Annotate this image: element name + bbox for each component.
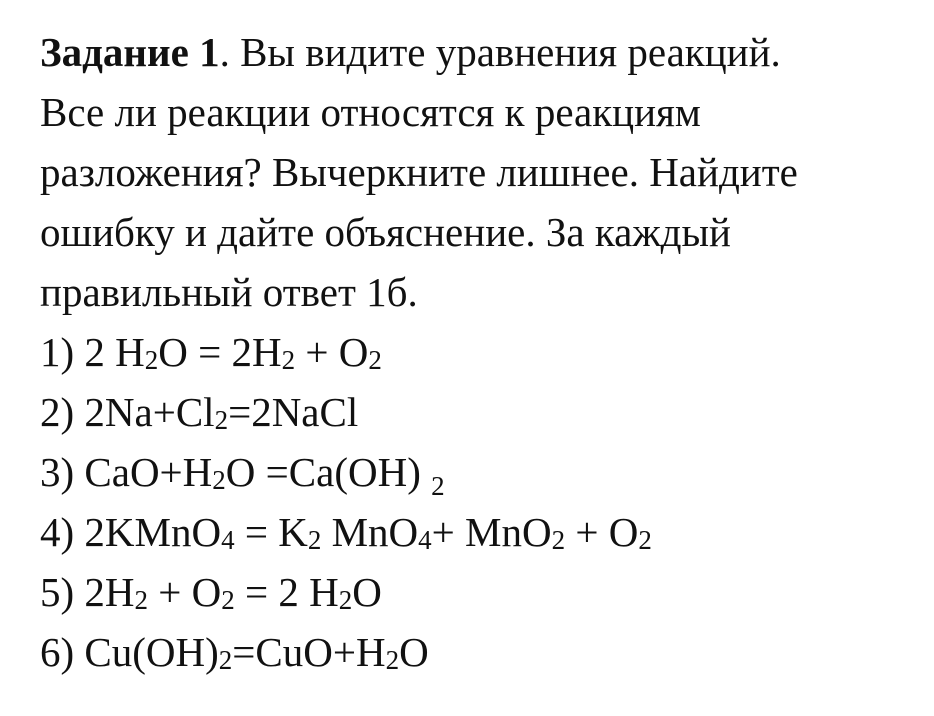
reaction-6-text: 6) Cu(OH) [40,629,219,675]
task-text-line-2: Все ли реакции относятся к реакциям [40,89,701,135]
reaction-5 [40,562,934,622]
task-text-line-3: разложения? Вычеркните лишнее. Найдите [40,149,798,195]
reaction-4-text: 4) 2KMnO [40,509,222,555]
reaction-4-sub: 4 [221,525,235,555]
reaction-2-sub: 2 [214,405,229,435]
reaction-3-text: O =Ca(OH) [225,449,432,495]
reaction-4-sub: 2 [638,525,652,555]
reaction-1 [40,322,934,382]
reaction-6 [40,622,934,682]
reaction-5-text: + O [148,569,222,615]
reaction-2-text: 2) 2Na+Cl [40,389,215,435]
reaction-4-text: + MnO [431,509,552,555]
reaction-2-text: =2NaCl [228,389,359,435]
reaction-3-sub: 2 [431,471,445,501]
task-heading-line [40,22,934,82]
reaction-1-sub: 2 [368,345,382,375]
reaction-4-sub: 4 [418,525,432,555]
task-text-line-1: Вы видите уравнения реакций. [240,29,781,75]
reaction-1-text: 1) 2 H [40,329,145,375]
reaction-1-text: O = 2H [158,329,282,375]
reaction-1-sub: 2 [281,345,296,375]
reaction-3-sub: 2 [212,465,226,495]
reaction-3-text: 3) CaO+H [40,449,213,495]
reaction-4-text: = K [234,509,308,555]
reaction-5-text: O [352,569,382,615]
task-title-tail: . [219,29,241,75]
reaction-4-sub: 2 [307,525,322,555]
reaction-6-sub: 2 [385,645,400,675]
task-document [40,22,934,682]
task-text-line-5: правильный ответ 1б. [40,269,418,315]
reaction-5-text: 5) 2H [40,569,135,615]
reaction-5-text: = 2 H [234,569,339,615]
reaction-4 [40,502,934,562]
reaction-5-sub: 2 [134,585,149,615]
reaction-2 [40,382,934,442]
reaction-1-text: + O [295,329,369,375]
task-title: Задание 1 [40,29,220,75]
reaction-5-sub: 2 [221,585,235,615]
reaction-4-text: + O [565,509,639,555]
reaction-1-sub: 2 [144,345,159,375]
reaction-6-sub: 2 [218,645,233,675]
reaction-6-text: =CuO+H [232,629,386,675]
reaction-5-sub: 2 [338,585,353,615]
reaction-6-text: O [399,629,429,675]
reaction-4-sub: 2 [551,525,566,555]
reaction-3 [40,442,934,502]
reaction-4-text: MnO [321,509,419,555]
task-text-line-4: ошибку и дайте объяснение. За каждый [40,209,731,255]
